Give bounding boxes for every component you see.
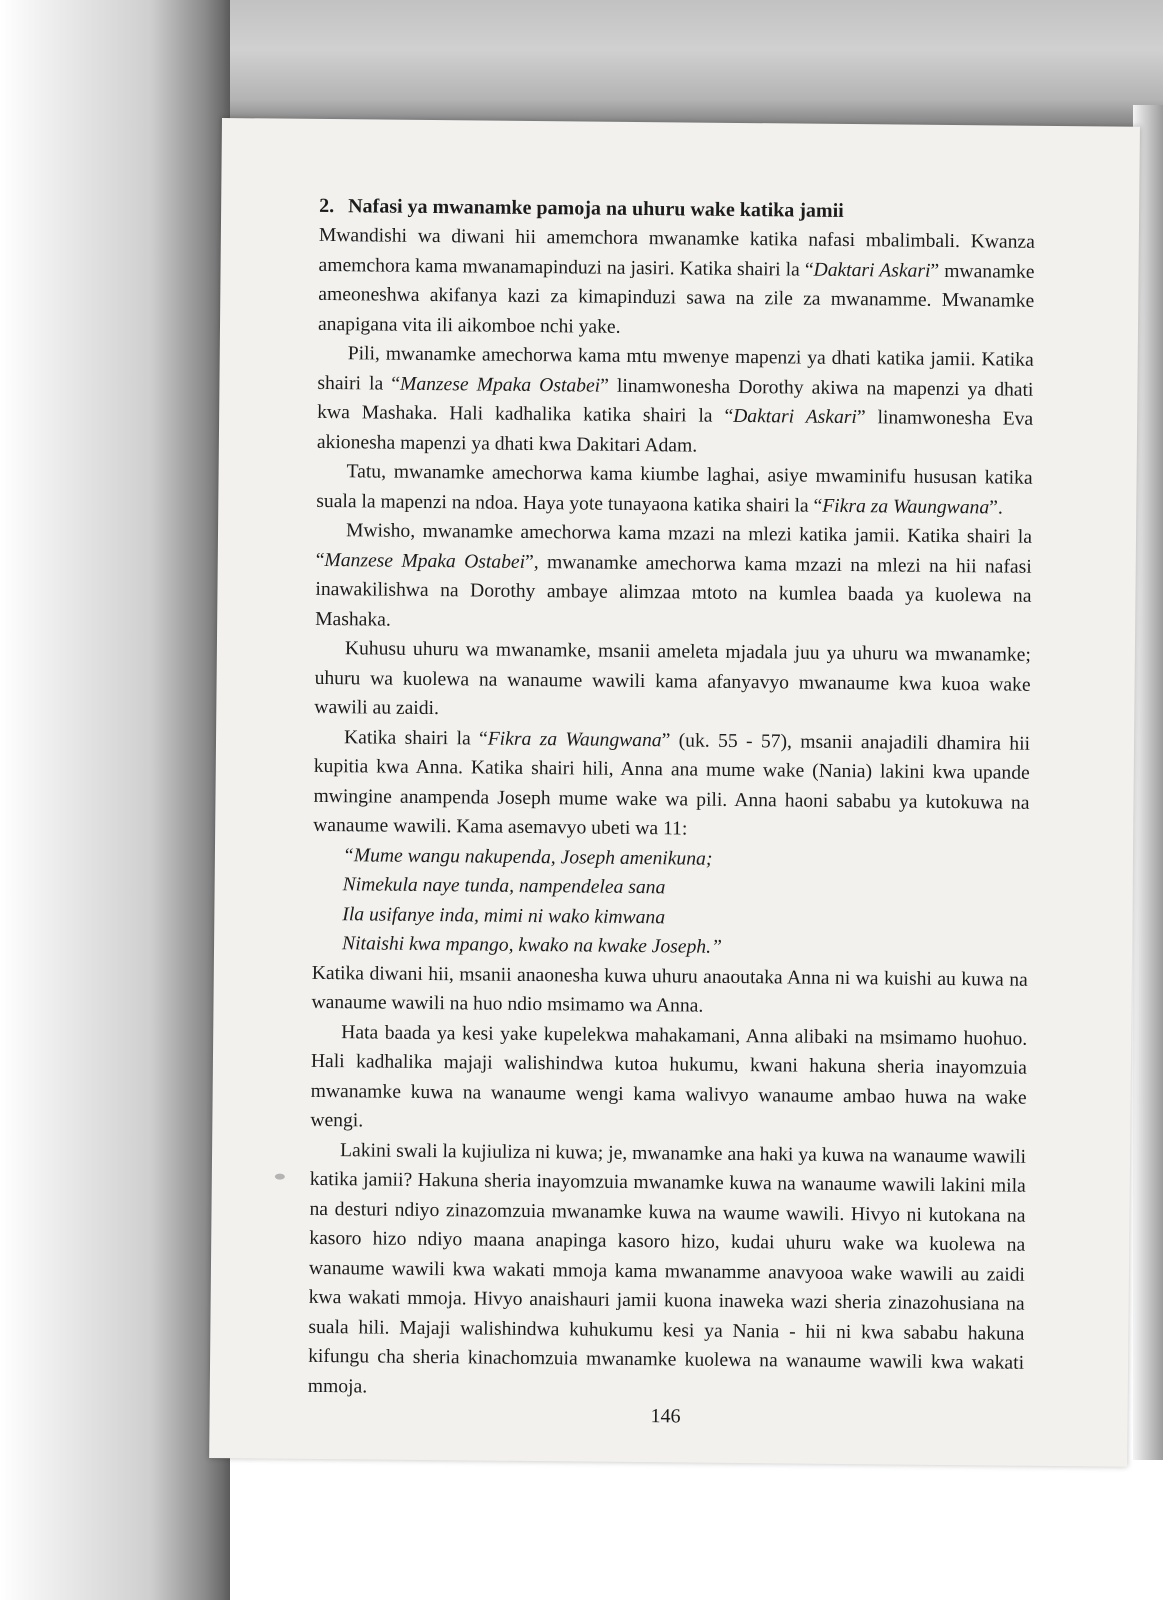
poem-title: Manzese Mpaka Ostabei bbox=[324, 549, 526, 573]
text-run: Mwandishi wa diwani hii amemchora mwanamke katika nafasi mbalimbali. Kwanza amemchora kama mwanamapinduzi na jasiri. Katika shairi la “ bbox=[318, 224, 1035, 281]
verse-line: Nitaishi kwa mpango, kwako na kwake Joseph.” bbox=[341, 933, 723, 958]
paragraph-5: Kuhusu uhuru wa mwanamke, msanii ameleta mjadala juu ya uhuru wa mwanamke; uhuru wa kuolewa na wanaume wawili kama afanyavyo mwanaume kwa kuoa wake wawili au zaidi. bbox=[314, 638, 1031, 720]
poem-title: Fikra za Waungwana bbox=[822, 495, 990, 518]
paragraph-9: Lakini swali la kujiuliza ni kuwa; je, mwanamke ana haki ya kuwa na wanaume wawili katika jamii? Hakuna sheria inayomzuia mwanamke kuwa na wanaume wawili lakini mila na desturi ndiyo zinazomzuia mwanamke kuwa na waume wawili. Hivyo ni kutokana na kasoro hizo ndiyo maana anapinga kasoro hizo, kudai uhuru wake wa kuolewa na wanaume wawili kwa wakati mmoja kama mwanamme anavyooa wake wawili au zaidi kwa wakati mmoja. Hivyo anaishauri jamii kuona inaweka wazi sheria zinazohusiana na suala hili. Majaji walishindwa kuhukumu kesi ya Nania - hii ni kwa sababu hakuna kifungu cha sheria kinachomzuia mwanamke kuolewa na wanaume wawili kwa wakati mmoja. bbox=[307, 1139, 1027, 1397]
paragraph-2 bbox=[317, 339, 1034, 464]
text-run: ” linamwonesha Dorothy akiwa na mapenzi ya dhati kwa Mashaka. Hali kadhalika katika shairi la “ bbox=[317, 375, 1034, 427]
text-run: ” mwanamke ameoneshwa akifanya kazi za kimapinduzi sawa na zile za mwanamme. Mwanamke anapigana vita ili aikomboe nchi yake. bbox=[317, 260, 1035, 338]
text-run: Tatu, mwanamke amechorwa kama kiumbe laghai, asiye mwaminifu hususan katika suala la mapenzi na ndoa. Haya yote tunayaona katika shairi la “ bbox=[316, 461, 1033, 517]
paragraph-7: Katika diwani hii, msanii anaonesha kuwa uhuru anaoutaka Anna ni wa kuishi au kuwa na wanaume wawili na huo ndio msimamo wa Anna. bbox=[311, 962, 1028, 1017]
paragraph-4 bbox=[315, 516, 1032, 641]
text-run: ” (uk. 55 - 57), msanii anajadili dhamira hii kupitia kwa Anna. Katika shairi hili, Anna ana mume wake (Nania) lakini kwa upande mwingine anampenda Joseph mume wake wa pili. Anna haoni sababu ya kutokuwa na wanaume wawili. Kama asemavyo ubeti wa 11: bbox=[313, 729, 1031, 840]
paragraph-8: Hata baada ya kesi yake kupelekwa mahakamani, Anna alibaki na msimamo huohuo. Hali kadhalika majaji walishindwa kutoa hukumu, kwani hakuna sheria inayomzuia mwanamke kuwa na wanaume wengi kama walivyo wanaume ambao huwa na wake wengi. bbox=[310, 1021, 1028, 1132]
ink-smudge bbox=[275, 1174, 285, 1180]
text-run: ”, mwanamke amechorwa kama mzazi na mlezi na hii nafasi inawakilishwa na Dorothy ambaye alimzaa mtoto na kumlea baada ya kuolewa na Mashaka. bbox=[315, 551, 1032, 631]
poem-title: Daktari Askari bbox=[813, 259, 931, 282]
paragraph-6 bbox=[313, 722, 1030, 847]
text-run: Mwisho, mwanamke amechorwa kama mzazi na mlezi katika jamii. Katika shairi la “ bbox=[315, 520, 1033, 571]
text-run: Pili, mwanamke amechorwa kama mtu mwenye mapenzi ya dhati katika jamii. Katika shairi la “ bbox=[317, 343, 1034, 395]
verse-line: Nimekula naye tunda, nampendelea sana bbox=[342, 874, 666, 899]
section-number: 2. bbox=[319, 194, 335, 218]
poem-title: Fikra za Waungwana bbox=[487, 728, 662, 751]
verse-line: “Mume wangu nakupenda, Joseph amenikuna; bbox=[342, 844, 713, 870]
poem-verse bbox=[342, 841, 1029, 966]
poem-title: Daktari Askari bbox=[733, 405, 858, 429]
book-spine-shadow bbox=[0, 0, 230, 1600]
text-run: ” linamwonesha Eva akionesha mapenzi ya dhati kwa Dakitari Adam. bbox=[316, 407, 1034, 457]
poem-title: Manzese Mpaka Ostabei bbox=[399, 373, 601, 397]
text-run: ”. bbox=[989, 496, 1003, 519]
page-number: 146 bbox=[650, 1405, 681, 1428]
page-content bbox=[307, 191, 1036, 1428]
book-page bbox=[209, 118, 1140, 1467]
verse-line: Ila usifanye inda, mimi ni wako kimwana bbox=[342, 903, 666, 928]
paragraph-1 bbox=[318, 221, 1035, 346]
paragraph-3 bbox=[316, 457, 1033, 523]
section-title: Nafasi ya mwanamke pamoja na uhuru wake katika jamii bbox=[348, 195, 844, 222]
text-run: Katika shairi la “ bbox=[343, 726, 488, 750]
